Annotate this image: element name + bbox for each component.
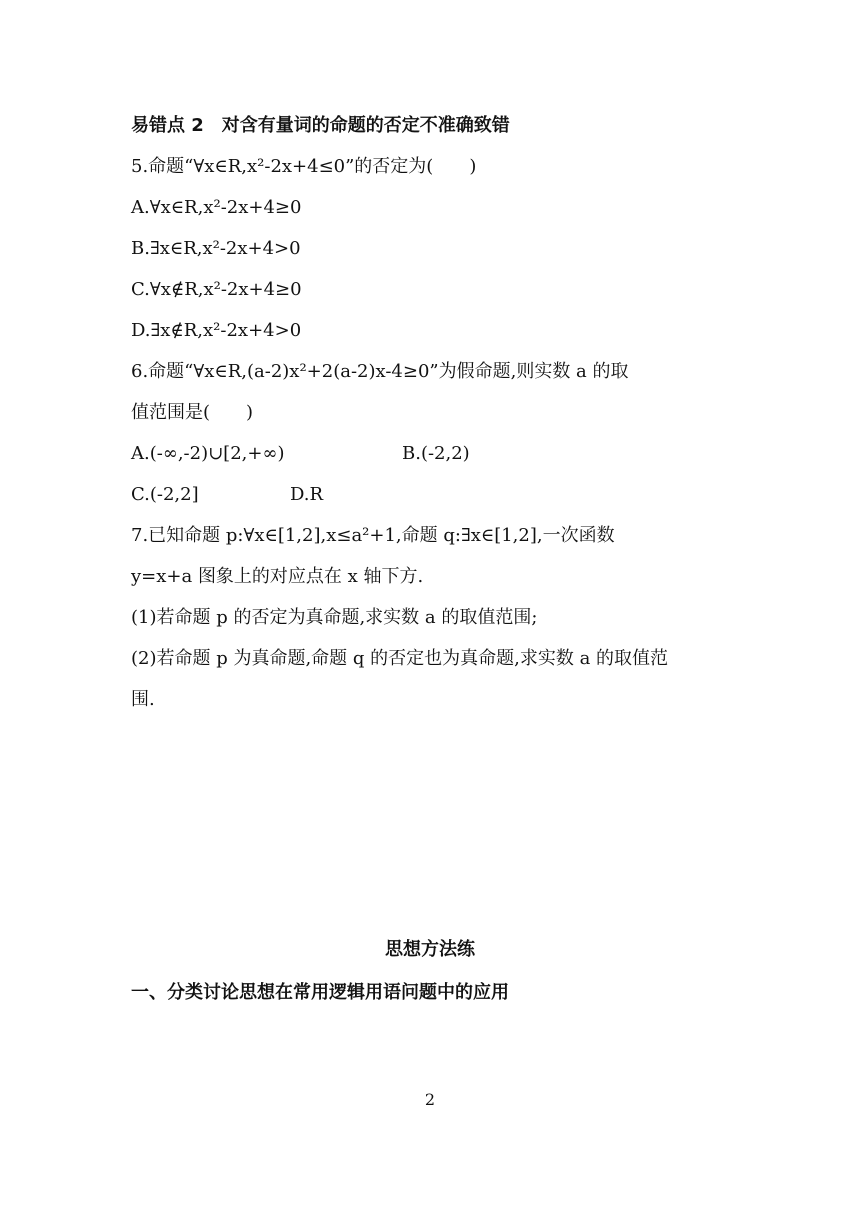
q6-option-a: A.(-∞,-2)∪[2,+∞) <box>131 443 285 464</box>
section-label: 易错点 2 <box>131 115 204 136</box>
q5-option-c: C.∀x∉R,x²-2x+4≥0 <box>131 279 302 300</box>
q5-stem: 5.命题“∀x∈R,x²-2x+4≤0”的否定为( ) <box>131 156 477 177</box>
q5-option-a: A.∀x∈R,x²-2x+4≥0 <box>131 197 302 218</box>
q7-stem-line2: y=x+a 图象上的对应点在 x 轴下方. <box>131 566 424 587</box>
q6-options-row2 <box>131 483 731 507</box>
section-heading <box>131 114 510 138</box>
q6-option-c: C.(-2,2] <box>131 484 199 505</box>
q5-option-b: B.∃x∈R,x²-2x+4>0 <box>131 238 301 259</box>
page-number: 2 <box>424 1090 436 1109</box>
q6-option-b: B.(-2,2) <box>402 443 470 464</box>
q7-part2-line2: 围. <box>131 689 155 710</box>
q6-options-row1 <box>131 442 731 466</box>
q5-option-d: D.∃x∉R,x²-2x+4>0 <box>131 320 302 341</box>
section-title: 对含有量词的命题的否定不准确致错 <box>221 115 510 136</box>
method-title: 思想方法练 <box>385 939 475 960</box>
q6-stem-line2: 值范围是( ) <box>131 402 254 423</box>
q7-part1: (1)若命题 p 的否定为真命题,求实数 a 的取值范围; <box>131 607 538 628</box>
q6-option-d: D.R <box>290 484 324 505</box>
method-subtitle: 一、分类讨论思想在常用逻辑用语问题中的应用 <box>131 982 509 1003</box>
q6-stem-line1: 6.命题“∀x∈R,(a-2)x²+2(a-2)x-4≥0”为假命题,则实数 a 的取 <box>131 361 629 382</box>
q7-part2-line1: (2)若命题 p 为真命题,命题 q 的否定也为真命题,求实数 a 的取值范 <box>131 648 669 669</box>
q7-stem-line1: 7.已知命题 p:∀x∈[1,2],x≤a²+1,命题 q:∃x∈[1,2],一次函数 <box>131 525 615 546</box>
